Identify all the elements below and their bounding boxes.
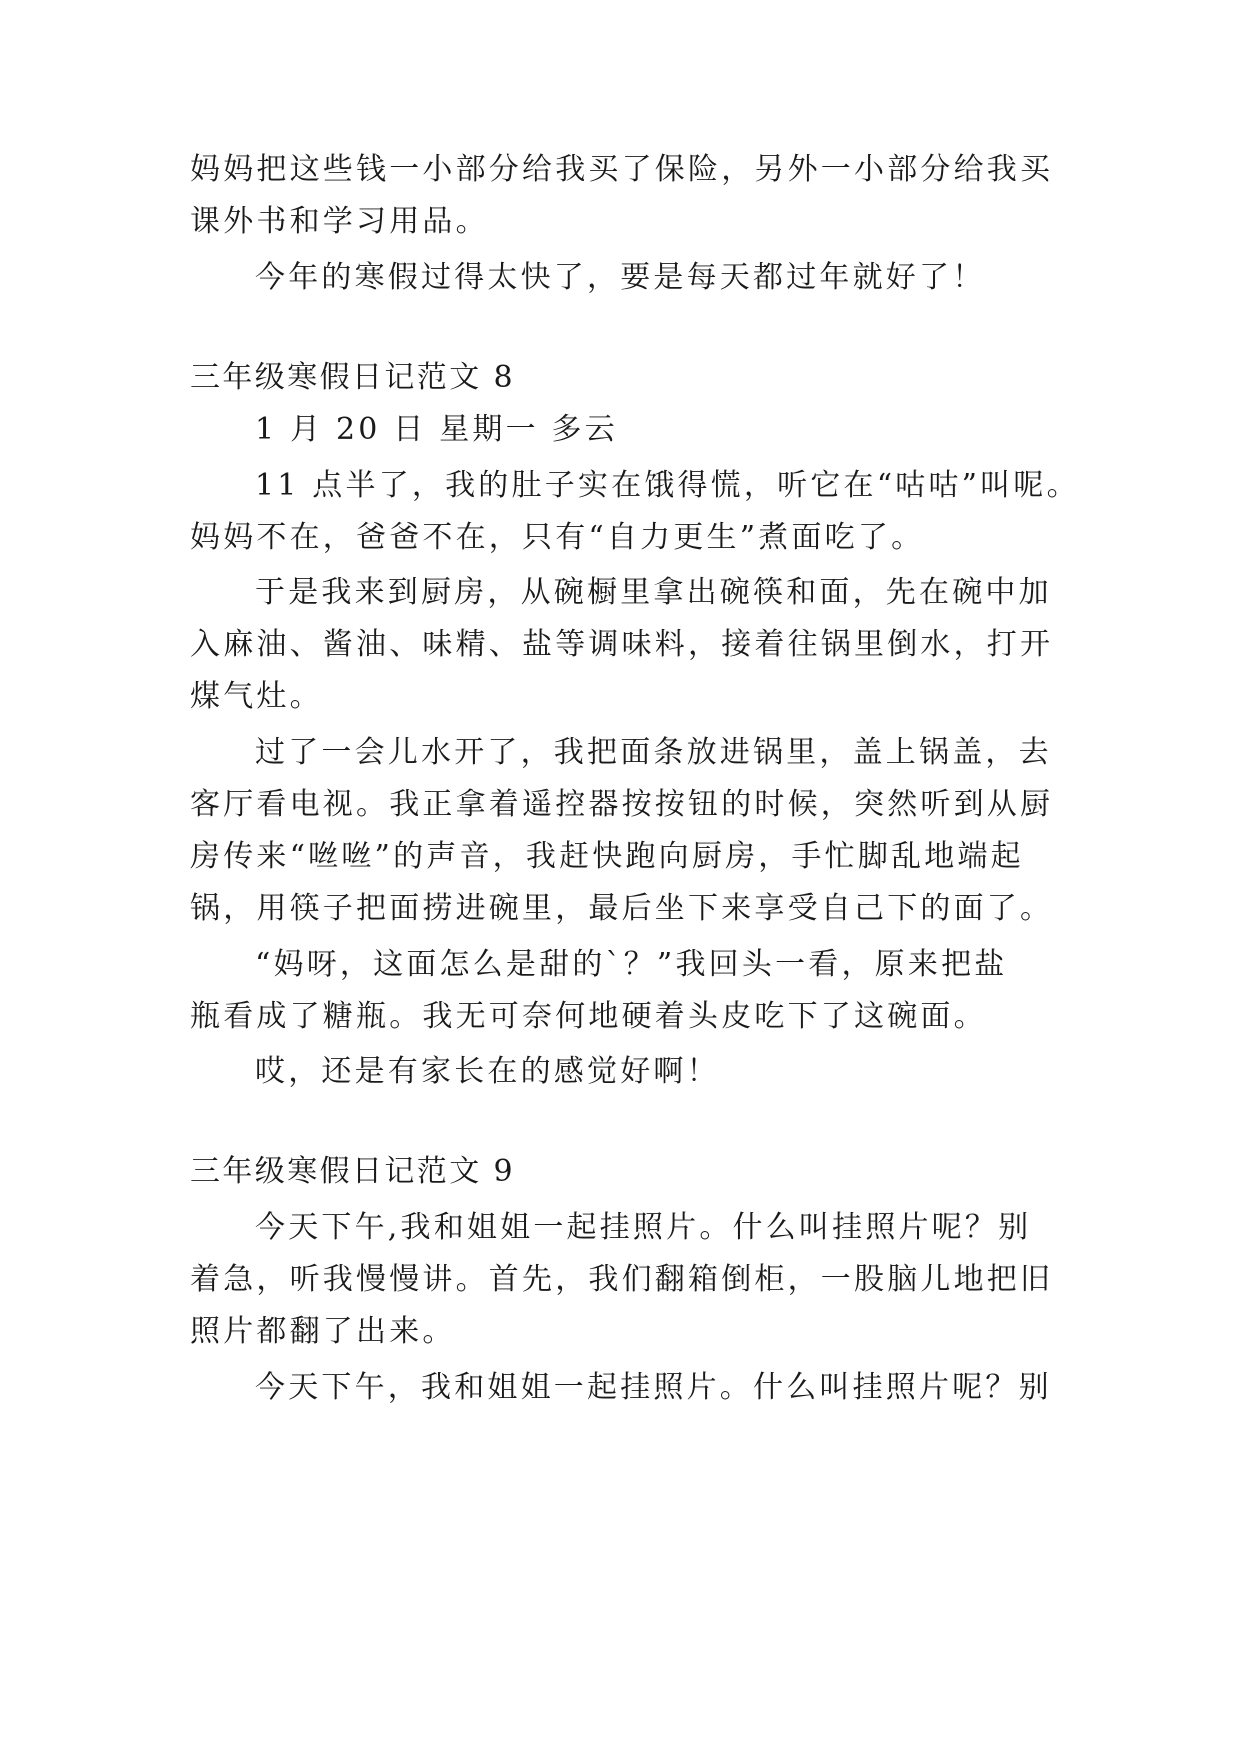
- paragraph-line: 房传来“咝咝”的声音，我赶快跑向厨房，手忙脚乱地端起: [190, 839, 1024, 874]
- paragraph-line: “妈呀，这面怎么是甜的`？”我回头一看，原来把盐: [255, 947, 1008, 982]
- paragraph-line: 锅，用筷子把面捞进碗里，最后坐下来享受自己下的面了。: [190, 891, 1054, 926]
- section-title: 三年级寒假日记范文 8: [190, 360, 516, 395]
- paragraph-line: 瓶看成了糖瓶。我无可奈何地硬着头皮吃下了这碗面。: [190, 999, 987, 1034]
- paragraph-line: 哎，还是有家长在的感觉好啊！: [255, 1054, 720, 1089]
- paragraph-line: 今天下午,我和姐姐一起挂照片。什么叫挂照片呢？别: [255, 1210, 1032, 1245]
- paragraph-line: 照片都翻了出来。: [190, 1314, 456, 1349]
- paragraph-line: 客厅看电视。我正拿着遥控器按按钮的时候，突然听到从厨: [190, 787, 1054, 822]
- paragraph-line: 课外书和学习用品。: [190, 204, 489, 239]
- paragraph-line: 入麻油、酱油、味精、盐等调味料，接着往锅里倒水，打开: [190, 627, 1054, 662]
- paragraph-line: 今天下午，我和姐姐一起挂照片。什么叫挂照片呢？别: [255, 1370, 1052, 1405]
- diary-date-line: 1 月 20 日 星期一 多云: [255, 412, 618, 447]
- paragraph-line: 煤气灶。: [190, 679, 323, 714]
- paragraph-line: 妈妈把这些钱一小部分给我买了保险，另外一小部分给我买: [190, 152, 1054, 187]
- section-title: 三年级寒假日记范文 9: [190, 1154, 516, 1189]
- paragraph-line: 过了一会儿水开了，我把面条放进锅里，盖上锅盖，去: [255, 735, 1052, 770]
- paragraph-line: 今年的寒假过得太快了，要是每天都过年就好了！: [255, 260, 986, 295]
- paragraph-line: 妈妈不在，爸爸不在，只有“自力更生”煮面吃了。: [190, 520, 925, 555]
- paragraph-line: 11 点半了，我的肚子实在饿得慌，听它在“咕咕”叫呢。: [255, 468, 1080, 503]
- paragraph-line: 着急，听我慢慢讲。首先，我们翻箱倒柜，一股脑儿地把旧: [190, 1262, 1054, 1297]
- paragraph-line: 于是我来到厨房，从碗橱里拿出碗筷和面，先在碗中加: [255, 575, 1052, 610]
